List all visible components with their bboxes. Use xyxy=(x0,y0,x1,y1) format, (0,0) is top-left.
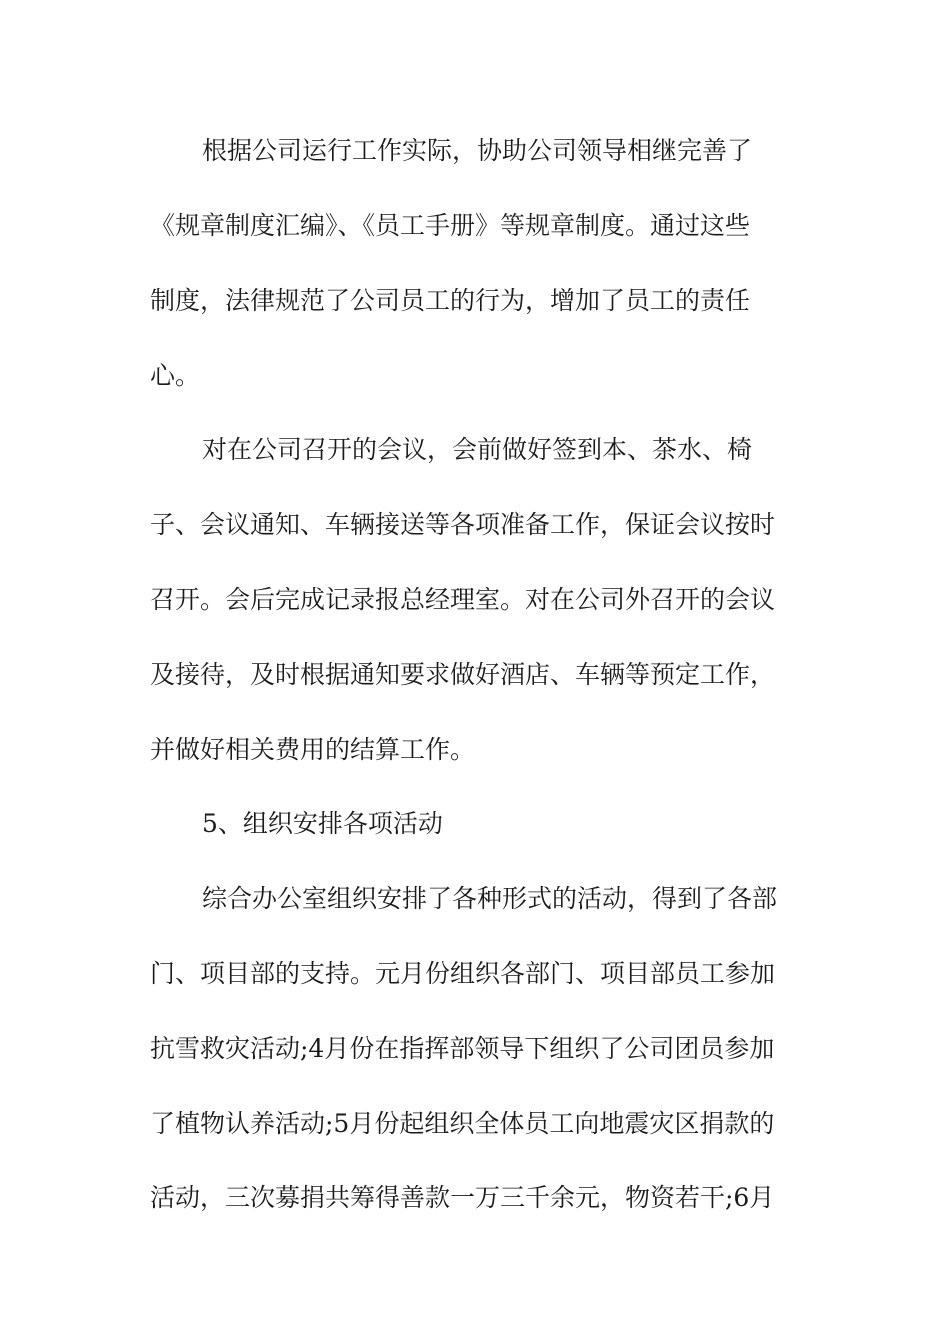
paragraph-2-line-2: 子、会议通知、车辆接送等各项准备工作，保证会议按时 xyxy=(150,510,776,539)
paragraph-1-line-4: 心。 xyxy=(150,361,201,390)
paragraph-3-line-5: 活动，三次募捐共筹得善款一万三千余元，物资若干;6月 xyxy=(150,1183,775,1212)
paragraph-2-line-3: 召开。会后完成记录报总经理室。对在公司外召开的会议 xyxy=(150,585,776,614)
paragraph-2-line-1: 对在公司召开的会议，会前做好签到本、茶水、椅 xyxy=(202,435,753,464)
paragraph-3-line-2: 门、项目部的支持。元月份组织各部门、项目部员工参加 xyxy=(150,959,776,988)
section-heading-5: 5、组织安排各项活动 xyxy=(202,809,443,838)
paragraph-3-line-1: 综合办公室组织安排了各种形式的活动，得到了各部 xyxy=(202,884,778,913)
paragraph-3-line-3: 抗雪救灾活动;4月份在指挥部领导下组织了公司团员参加 xyxy=(150,1034,775,1063)
paragraph-1-line-1: 根据公司运行工作实际，协助公司领导相继完善了 xyxy=(202,136,753,165)
paragraph-1-line-2: 《规章制度汇编》、《员工手册》等规章制度。通过这些 xyxy=(150,211,751,240)
paragraph-1-line-3: 制度，法律规范了公司员工的行为，增加了员工的责任 xyxy=(150,286,751,315)
paragraph-3-line-4: 了植物认养活动;5月份起组织全体员工向地震灾区捐款的 xyxy=(150,1109,775,1138)
paragraph-2-line-4: 及接待，及时根据通知要求做好酒店、车辆等预定工作， xyxy=(150,660,776,689)
paragraph-2-line-5: 并做好相关费用的结算工作。 xyxy=(150,735,476,764)
